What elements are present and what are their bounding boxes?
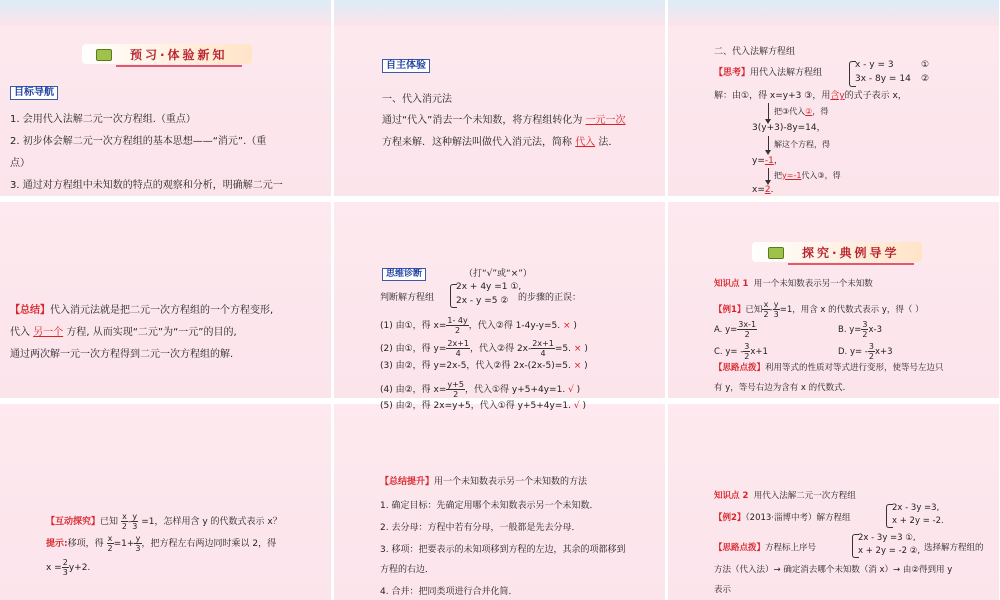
slide-5[interactable]: [334, 202, 665, 398]
judge-label: 判断解方程组: [380, 293, 435, 303]
section-heading: 一、代入消元法: [382, 94, 452, 105]
section-banner: 探究·典例导学: [788, 242, 914, 265]
system-eq-1: 2x - 3y =3,: [892, 503, 940, 513]
system-eq-2: 2x - y =5 ②: [456, 296, 509, 306]
row-1: (1) 由①，得 x= $\frac{1- 4y}{2}$ ，代入②得 1-4y-y=5. × ): [380, 316, 577, 335]
option-a: A. y= $\frac{3x-1}{2}$: [714, 320, 757, 339]
tip-line-1: 【思路点拨】方程标上序号: [714, 543, 817, 553]
arrowhead: [765, 150, 771, 155]
step-2: 解这个方程，得: [774, 140, 830, 149]
method-3: 3. 移项：把要表示的未知项移到方程的左边，其余的项都移到: [380, 545, 626, 555]
tip-line-2: 方法（代入法）→ 确定消去哪个未知数（消 x）→ 由②得到用 y: [714, 565, 953, 575]
summary-title: 【总结提升】用一个未知数表示另一个未知数的方法: [380, 477, 588, 487]
equation-2-number: ②: [921, 74, 930, 84]
option-d: D. y= - $\frac{3}{2}$ x+3: [838, 342, 893, 361]
slide-9[interactable]: [668, 404, 999, 600]
system-eq-2: x + 2y = -2.: [892, 516, 944, 526]
equation-1-number: ①: [921, 60, 930, 70]
x-value-line: x=2.: [752, 185, 774, 195]
tagged-eq-2: x + 2y = -2 ②,: [858, 546, 921, 556]
tip-line-3: 表示: [714, 585, 732, 595]
substituted-equation: 3(y+3)-8y=14，: [752, 123, 826, 133]
objective-2-cont: 点）: [10, 158, 30, 169]
row-2: (2) 由①，得 y= $\frac{2x+1}{4}$ ，代入②得 2x- $\frac{2x+1}{4}$ =5. × ): [380, 339, 588, 358]
method-4: 4. 合并：把同类项进行合并化简．: [380, 587, 518, 597]
method-2: 2. 去分母：方程中若有分母，一般都是先去分母．: [380, 523, 581, 533]
slide-6[interactable]: [668, 202, 999, 398]
system-eq-1: 2x + 4y =1 ①,: [456, 282, 522, 292]
y-value-line: y=-1，: [752, 156, 783, 166]
explore-line: 【互动探究】已知 $\frac{x}{2}$ - $\frac{y}{3}$ =1，怎样用含 y 的代数式表示 x？: [46, 512, 282, 531]
solve-line: 解：由①，得 x=y+3 ③，用含y的式子表示 x，: [714, 91, 907, 101]
slide-8[interactable]: [334, 404, 665, 600]
judge-tail: 的步骤的正误：: [518, 293, 582, 303]
nav-label: 自主体验: [382, 59, 430, 73]
row-3: (3) 由②，得 y=2x-5，代入②得 2x-(2x-5)=5. × ): [380, 361, 588, 371]
section-heading: 二、代入法解方程组: [714, 47, 796, 57]
knowledge-point-2: 知识点 2 用代入法解二元一次方程组: [714, 491, 856, 501]
hint-text: （打“√”或“×”）: [464, 269, 532, 279]
think-line: 【思考】用代入法解方程组: [714, 68, 823, 78]
tip-tail: 选择解方程组的: [924, 543, 984, 553]
knowledge-point-1: 知识点 1 用一个未知数表示另一个未知数: [714, 279, 873, 289]
tagged-eq-1: 2x - 3y =3 ①,: [858, 533, 916, 543]
slide-7[interactable]: [0, 404, 331, 600]
summary-line-3: 通过两次解一元一次方程得到二元一次方程组的解.: [10, 349, 234, 360]
tip-line-2: 有 y，等号右边为含有 x 的代数式.: [714, 383, 846, 393]
text-line-1: 通过“代入”消去一个未知数，将方程组转化为 一元一次: [382, 115, 626, 126]
slide-4[interactable]: [0, 202, 331, 398]
method-3-cont: 方程的右边．: [380, 565, 435, 575]
slide-3[interactable]: [668, 0, 999, 196]
option-c: C. y= - $\frac{3}{2}$ x+1: [714, 342, 768, 361]
nav-label: 目标导航: [10, 86, 58, 100]
row-5: (5) 由②，得 2x=y+5，代入①得 y+5+4y=1. √ ): [380, 401, 586, 411]
equation-2: 3x - 8y = 14: [855, 74, 911, 84]
equation-1: x - y = 3: [855, 60, 894, 70]
objective-2: 2. 初步体会解二元一次方程组的基本思想——“消元”.（重: [10, 136, 267, 147]
nav-label: 思维诊断: [382, 268, 426, 281]
summary-line-1: 【总结】代入消元法就是把二元一次方程组的一个方程变形,: [10, 305, 274, 316]
objective-1: 1. 会用代入法解二元一次方程组.（重点）: [10, 114, 196, 125]
example-1: 【例1】已知 $\frac{x}{2}$ - $\frac{y}{3}$ =1，用含 x 的代数式表示 y，得（ ）: [714, 300, 924, 319]
hint-line: 提示:移项，得 $\frac{x}{2}$ =1+ $\frac{y}{3}$ ，把方程左右两边同时乘以 2，得: [46, 534, 277, 553]
row-4: (4) 由②，得 x= $\frac{y+5}{2}$ ，代入①得 y+5+4y=1. √ ): [380, 380, 581, 398]
summary-line-2: 代入 另一个 方程, 从而实现“二元”为“一元”的目的,: [10, 327, 237, 338]
slide-2[interactable]: [334, 0, 665, 196]
example-2: 【例2】（2013·淄博中考）解方程组: [714, 513, 851, 523]
section-banner: 预习·体验新知: [116, 44, 242, 67]
tip-line-1: 【思路点拨】利用等式的性质对等式进行变形，使等号左边只: [714, 363, 944, 373]
option-b: B. y= $\frac{3}{2}$ x-3: [838, 320, 882, 339]
step-1: 把③代入②，得: [774, 107, 829, 116]
step-3: 把y=-1代入③，得: [774, 171, 841, 180]
result-line: x = $\frac{2}{3}$ y+2.: [46, 558, 91, 577]
slide-1[interactable]: [0, 0, 331, 196]
text-line-2: 方程来解．这种解法叫做代入消元法，简称 代入 法．: [382, 137, 619, 148]
objective-3: 3. 通过对方程组中未知数的特点的观察和分析，明确解二元一: [10, 180, 283, 191]
method-1: 1. 确定目标：先确定用哪个未知数表示另一个未知数．: [380, 501, 599, 511]
